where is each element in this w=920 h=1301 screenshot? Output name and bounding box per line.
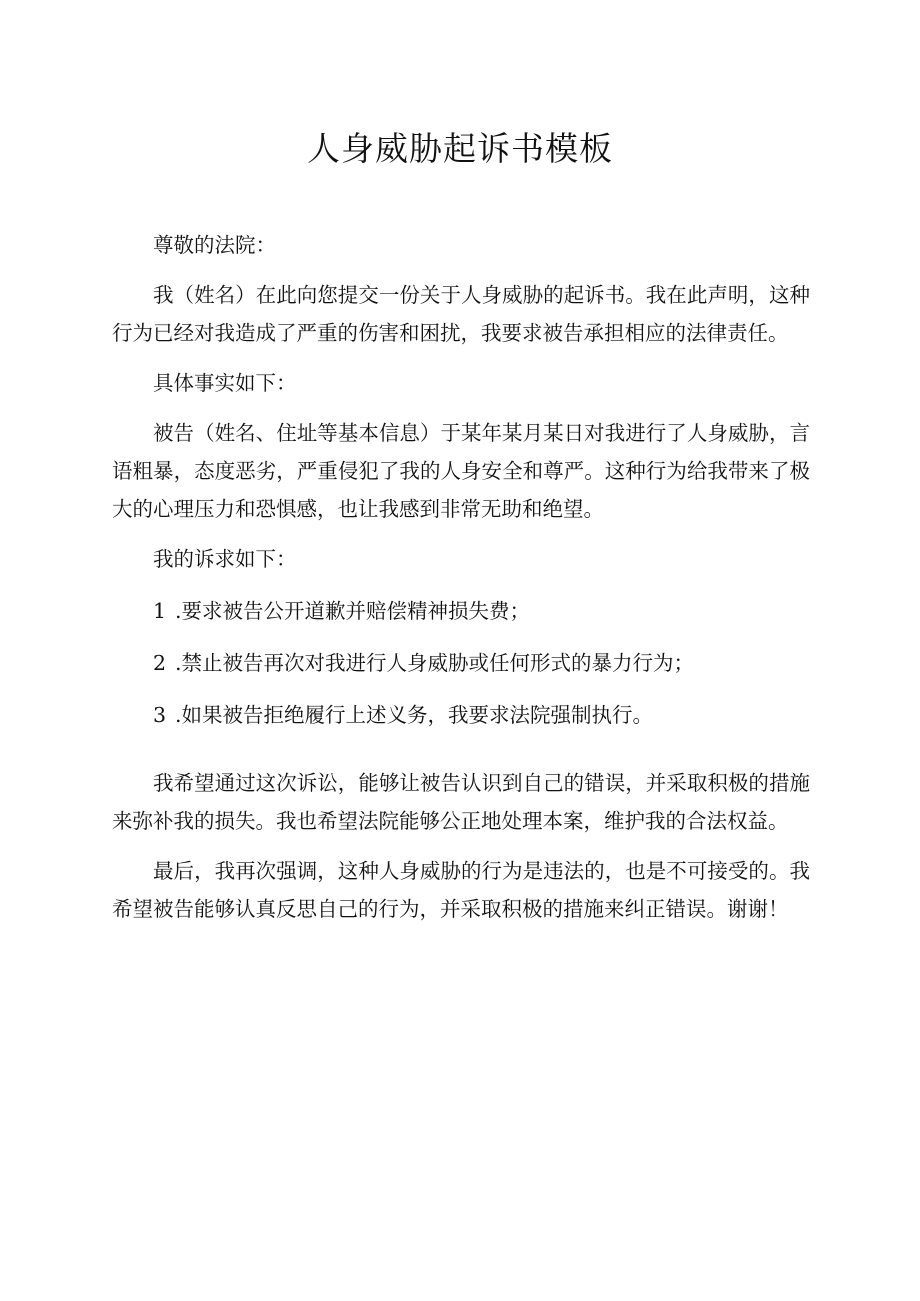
claim-item-2 (112, 644, 810, 682)
claim-item-3 (112, 696, 810, 734)
closing-paragraph: 最后，我再次强调，这种人身威胁的行为是违法的，也是不可接受的。我希望被告能够认真反思自己的行为，并采取积极的措施来纠正错误。谢谢！ (112, 859, 810, 921)
hope-paragraph: 我希望通过这次诉讼，能够让被告认识到自己的错误，并采取积极的措施来弥补我的损失。我也希望法院能够公正地处理本案，维护我的合法权益。 (112, 771, 810, 833)
document-body (112, 226, 810, 928)
facts-heading: 具体事实如下： (153, 371, 297, 395)
claims-heading: 我的诉求如下： (153, 547, 297, 571)
document-title: 人身威胁起诉书模板 (307, 129, 613, 168)
claim-item-1 (112, 592, 810, 630)
claim-text: .禁止被告再次对我进行人身威胁或任何形式的暴力行为； (175, 651, 695, 675)
claim-text: .如果被告拒绝履行上述义务，我要求法院强制执行。 (175, 703, 654, 727)
salutation: 尊敬的法院： (153, 233, 276, 257)
facts-paragraph: 被告（姓名、住址等基本信息）于某年某月某日对我进行了人身威胁，言语粗暴，态度恶劣，严重侵犯了我的人身安全和尊严。这种行为给我带来了极大的心理压力和恐惧感，也让我感到非常无助和绝望。 (112, 421, 810, 521)
claim-number: 3 (153, 703, 167, 727)
intro-paragraph: 我（姓名）在此向您提交一份关于人身威胁的起诉书。我在此声明，这种行为已经对我造成了严重的伤害和困扰，我要求被告承担相应的法律责任。 (112, 283, 810, 345)
claim-number: 1 (153, 599, 167, 623)
claim-text: .要求被告公开道歉并赔偿精神损失费； (175, 599, 531, 623)
claim-number: 2 (153, 651, 167, 675)
